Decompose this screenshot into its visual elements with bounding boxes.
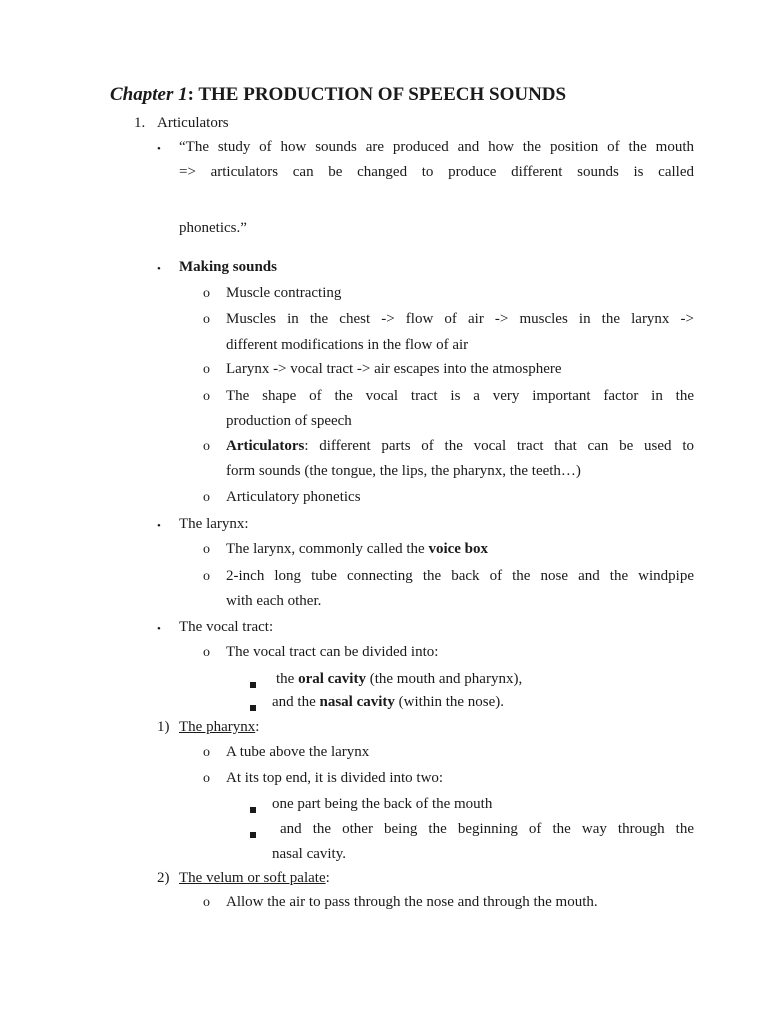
bullet-icon: •: [157, 520, 161, 532]
vocal-tract-heading: The vocal tract:: [179, 619, 274, 635]
making-item-4-line-1: The shape of the vocal tract is a very important factor in the: [226, 388, 694, 404]
making-item-3: Larynx -> vocal tract -> air escapes into the atmosphere: [226, 361, 562, 377]
vocal-tract-sub-1: the oral cavity (the mouth and pharynx),: [276, 671, 523, 687]
chapter-title: : THE PRODUCTION OF SPEECH SOUNDS: [187, 84, 567, 105]
page-title: [110, 84, 566, 106]
making-item-6: Articulatory phonetics: [226, 489, 361, 505]
circle-bullet-icon: o: [203, 645, 210, 660]
pharynx-item-2: At its top end, it is divided into two:: [226, 770, 444, 786]
circle-bullet-icon: o: [203, 389, 210, 404]
pharynx-heading: The pharynx:: [179, 719, 260, 735]
larynx-item-2-line-1: 2-inch long tube connecting the back of the nose and the windpipe: [226, 568, 694, 584]
larynx-item-1: The larynx, commonly called the voice box: [226, 541, 489, 557]
making-item-4-line-2: production of speech: [226, 413, 352, 429]
bullet-icon: •: [157, 623, 161, 635]
larynx-heading: The larynx:: [179, 516, 249, 532]
making-item-5-line-1: Articulators: different parts of the vocal tract that can be used to: [226, 438, 694, 454]
pharynx-sub-2-line-1: and the other being the beginning of the way through the: [280, 821, 694, 837]
circle-bullet-icon: o: [203, 771, 210, 786]
making-item-2-line-1: Muscles in the chest -> flow of air -> muscles in the larynx ->: [226, 311, 694, 327]
circle-bullet-icon: o: [203, 439, 210, 454]
circle-bullet-icon: o: [203, 542, 210, 557]
making-sounds-heading: Making sounds: [179, 259, 277, 275]
circle-bullet-icon: o: [203, 745, 210, 760]
velum-number: 2): [157, 870, 170, 886]
pharynx-sub-2-line-2: nasal cavity.: [272, 846, 346, 862]
bullet-icon: •: [157, 263, 161, 275]
circle-bullet-icon: o: [203, 490, 210, 505]
circle-bullet-icon: o: [203, 569, 210, 584]
making-item-1: Muscle contracting: [226, 285, 342, 301]
square-bullet-icon: [250, 699, 256, 716]
vocal-tract-item-1: The vocal tract can be divided into:: [226, 644, 439, 660]
pharynx-number: 1): [157, 719, 170, 735]
pharynx-item-1: A tube above the larynx: [226, 744, 370, 760]
velum-item-1: Allow the air to pass through the nose and through the mouth.: [226, 894, 598, 910]
quote-line-2: => articulators can be changed to produce different sounds is called: [179, 164, 694, 180]
making-item-2-line-2: different modifications in the flow of air: [226, 337, 469, 353]
chapter-label: Chapter 1: [110, 84, 188, 105]
quote-line-3: phonetics.”: [179, 220, 247, 236]
square-bullet-icon: [250, 801, 256, 818]
vocal-tract-sub-2: and the nasal cavity (within the nose).: [272, 694, 505, 710]
circle-bullet-icon: o: [203, 895, 210, 910]
circle-bullet-icon: o: [203, 362, 210, 377]
section-number-1: 1.: [134, 115, 146, 131]
circle-bullet-icon: o: [203, 286, 210, 301]
bullet-icon: •: [157, 143, 161, 155]
velum-heading: The velum or soft palate:: [179, 870, 330, 886]
section-heading-articulators: Articulators: [157, 115, 229, 131]
larynx-item-2-line-2: with each other.: [226, 593, 322, 609]
square-bullet-icon: [250, 826, 256, 843]
quote-line-1: “The study of how sounds are produced and how the position of the mouth: [179, 139, 694, 155]
making-item-5-line-2: form sounds (the tongue, the lips, the pharynx, the teeth…): [226, 463, 581, 479]
circle-bullet-icon: o: [203, 312, 210, 327]
pharynx-sub-1: one part being the back of the mouth: [272, 796, 493, 812]
square-bullet-icon: [250, 676, 256, 693]
